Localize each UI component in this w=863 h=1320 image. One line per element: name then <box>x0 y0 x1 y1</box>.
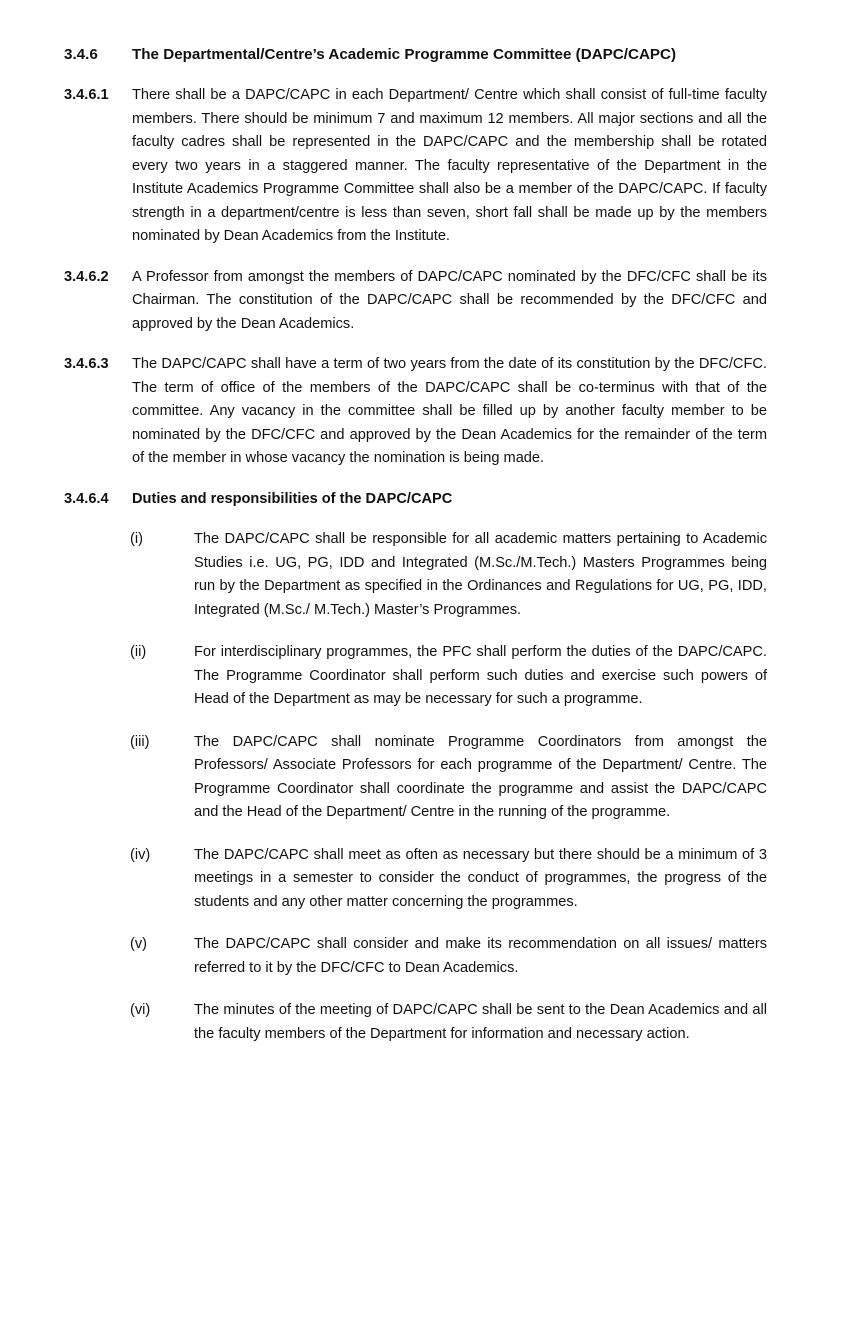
subitem-marker: (i) <box>130 531 143 547</box>
subitem-marker: (iv) <box>130 846 151 863</box>
subitem-i <box>64 528 767 622</box>
subitem-marker: (iii) <box>130 733 150 750</box>
subitem-text: The DAPC/CAPC shall consider and make its recommendation on all issues/ matters referred to it by the DFC/CFC to Dean Academics. <box>194 936 767 976</box>
clause-text: There shall be a DAPC/CAPC in each Department/ Centre which shall consist of full-time faculty members. There should be minimum 7 and maximum 12 members. All major sections and all the faculty cadres shall be represented in the DAPC/CAPC and the membership shall be rotated every two years in a staggered manner. The faculty representative of the Department in the Institute Academics Programme Committee shall also be a member of the DAPC/CAPC. If faculty strength in a department/centre is less than seven, short fall shall be made up by the members nominated by Dean Academics from the Institute. <box>132 87 767 244</box>
clause-number: 3.4.6.3 <box>64 356 109 372</box>
clause-number: 3.4.6.4 <box>64 490 109 507</box>
subitem-text: The DAPC/CAPC shall be responsible for all academic matters pertaining to Academic Studies i.e. UG, PG, IDD and Integrated (M.Sc./M.Tech.) Masters Programmes being run by the Department as specified in the Ordinances and Regulations for UG, PG, IDD, Integrated (M.Sc./ M.Tech.) Master’s Programmes. <box>194 531 767 618</box>
clause-3-4-6-2 <box>64 266 767 337</box>
subitem-text: For interdisciplinary programmes, the PFC shall perform the duties of the DAPC/CAPC. The Programme Coordinator shall perform such duties and exercise such powers of Head of the Department as may be necessary for such a programme. <box>194 644 767 707</box>
clause-3-4-6-1 <box>64 84 767 249</box>
section-heading <box>64 44 767 66</box>
clause-text: The DAPC/CAPC shall have a term of two years from the date of its constitution by the DFC/CFC. The term of office of the members of the DAPC/CAPC shall be co-terminus with that of the committee. Any vacancy in the committee shall be filled up by another faculty member to be nominated by the DFC/CFC and approved by the Dean Academics for the remainder of the term of the member in whose vacancy the nomination is being made. <box>132 356 767 466</box>
subitem-marker: (v) <box>130 936 148 952</box>
clause-text: Duties and responsibilities of the DAPC/CAPC <box>132 490 453 507</box>
subitem-text: The DAPC/CAPC shall nominate Programme Coordinators from amongst the Professors/ Associate Professors for each programme of the Department/ Centre. The Programme Coordinator shall coordinate the programme and assist the DAPC/CAPC and the Head of the Department/ Centre in the running of the programme. <box>194 733 767 820</box>
subitem-vi <box>64 999 767 1046</box>
clause-3-4-6-4 <box>64 488 767 512</box>
clause-number: 3.4.6.1 <box>64 87 109 103</box>
section-title: The Departmental/Centre’s Academic Programme Committee (DAPC/CAPC) <box>132 46 677 63</box>
subitem-text: The DAPC/CAPC shall meet as often as necessary but there should be a minimum of 3 meetings in a semester to consider the conduct of programmes, the progress of the students and any other matter concerning the programmes. <box>194 846 767 910</box>
subitem-v <box>64 933 767 980</box>
clause-text: A Professor from amongst the members of DAPC/CAPC nominated by the DFC/CFC shall be its Chairman. The constitution of the DAPC/CAPC shall be recommended by the DFC/CFC and approved by the Dean Academics. <box>132 268 767 332</box>
subitem-marker: (vi) <box>130 1002 151 1018</box>
subitem-iv <box>64 844 767 915</box>
clause-number: 3.4.6.2 <box>64 268 109 285</box>
subitem-iii <box>64 731 767 825</box>
subitem-ii <box>64 641 767 712</box>
clause-3-4-6-3 <box>64 353 767 471</box>
subitem-marker: (ii) <box>130 644 147 660</box>
section-number: 3.4.6 <box>64 46 98 63</box>
subitem-text: The minutes of the meeting of DAPC/CAPC shall be sent to the Dean Academics and all the faculty members of the Department for information and necessary action. <box>194 1002 767 1042</box>
